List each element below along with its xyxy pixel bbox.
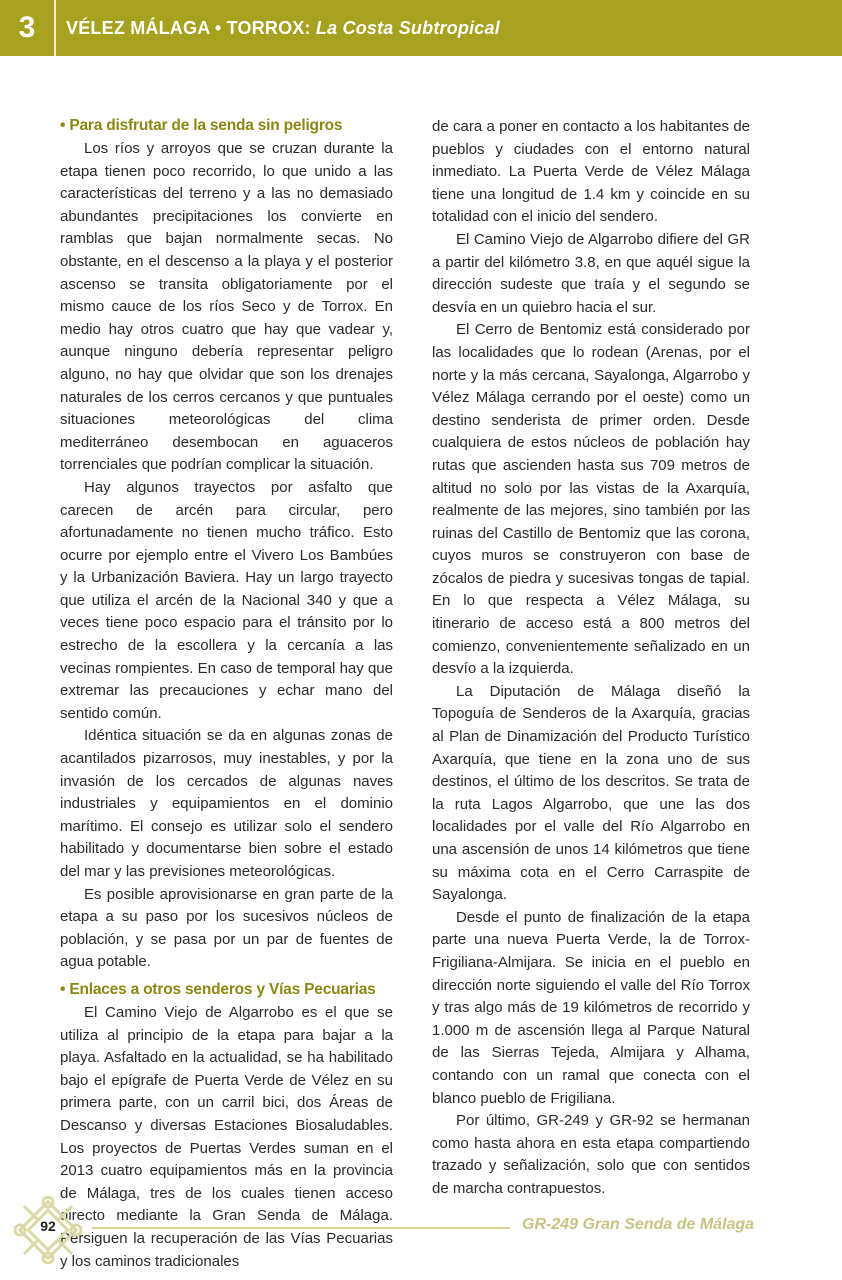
chapter-number: 3: [0, 0, 56, 56]
paragraph: Es posible aprovisionarse en gran parte de la etapa a su paso por los sucesivos núcleos de población, y se pasa por un par de fuentes de agua potable.: [60, 885, 393, 971]
header-subtitle: La Costa Subtropical: [315, 17, 500, 38]
paragraph: Idéntica situación se da en algunas zonas de acantilados pizarrosos, muy inestables, y por la invasión de los cercados de algunas naves industriales y equipamientos en el dominio marítimo. El consejo es utilizar solo el sendero habilitado y documentarse bien sobre el estado del mar y las previsiones meteorológicas.: [60, 727, 393, 880]
section-heading-links: • Enlaces a otros senderos y Vías Pecuarias: [60, 980, 376, 998]
section-heading-safety: • Para disfrutar de la senda sin peligros: [60, 117, 343, 134]
header-title-main: VÉLEZ MÁLAGA • TORROX:: [66, 17, 311, 38]
left-column: [60, 114, 393, 1273]
page-number: 92: [40, 1218, 56, 1234]
paragraph: Hay algunos trayectos por asfalto que carecen de arcén para circular, pero afortunadamente no tienen mucho tráfico. Esto ocurre por ejemplo entre el Vivero Los Bambúes y la Urbanización Baviera. Hay un largo trayecto que utiliza el arcén de la Nacional 340 y que a veces tiene poco espacio para el tránsito por lo estrecho de la escollera y la cercanía a las vecinas rompientes. En caso de temporal hay que extremar las precauciones y echar mano del sentido común.: [60, 478, 393, 722]
paragraph: El Camino Viejo de Algarrobo es el que se utiliza al principio de la etapa para bajar a la playa. Asfaltado en la actualidad, se ha habilitado bajo el epígrafe de Puerta Verde de Vélez en su primera parte, con un carril bici, dos Áreas de Descanso y diversas Estaciones Biosaludables. Los proyectos de Puertas Verdes suman en el 2013 cuatro equipamientos más en la provincia de Málaga, tres de los cuales tienen acceso directo mediante la Gran Senda de Málaga. Persiguen la recuperación de las Vías Pecuarias y los caminos tradicionales: [60, 1003, 393, 1270]
paragraph: Desde el punto de finalización de la etapa parte una nueva Puerta Verde, la de Torrox-Frigiliana-Almijara. Se inicia en el pueblo en dirección norte siguiendo el valle del Río Torrox y tras algo más de 19 kilómetros de recorrido y 1.000 m de ascensión llega al Parque Natural de las Sierras Tejeda, Almijara y Alhama, contando con un ramal que conecta con el blanco pueblo de Frigiliana.: [432, 908, 750, 1107]
paragraph: La Diputación de Málaga diseñó la Topoguía de Senderos de la Axarquía, gracias al Plan de Dinamización del Producto Turístico Axarquía, que tiene en la zona uno de sus destinos, el último de los descritos. Se trata de la ruta Lagos Algarrobo, que une las dos localidades por el valle del Río Algarrobo en una ascensión de unos 14 kilómetros que tiene su máxima cota en el Cerro Carraspite de Sayalonga.: [432, 682, 750, 904]
paragraph: Por último, GR-249 y GR-92 se hermanan como hasta ahora en esta etapa compartiendo trazado y señalización, solo que con sentidos de marcha contrapuestos.: [432, 1112, 750, 1197]
paragraph: Los ríos y arroyos que se cruzan durante la etapa tienen poco recorrido, lo que unido a las características del terreno y a las no demasiado abundantes precipitaciones los convierte en ramblas que bajan normalmente secas. No obstante, en el descenso a la playa y el posterior ascenso se transita obligatoriamente por el mismo cauce de los ríos Seco y de Torrox. En medio hay otros cuatro que hay que vadear y, aunque ninguno debería representar peligro alguno, no hay que olvidar que son los drenajes naturales de los cerros cercanos y que puntuales situaciones meteorológicas del clima mediterráneo desembocan en aguaceros torrenciales que podrían complicar la situación.: [60, 140, 393, 474]
page-footer: [0, 1190, 842, 1270]
paragraph: de cara a poner en contacto a los habitantes de pueblos y ciudades con el entorno natural inmediato. La Puerta Verde de Vélez Málaga tiene una longitud de 1.4 km y coincide en su totalidad con el inicio del sendero.: [432, 118, 750, 226]
footer-book-title: GR-249 Gran Senda de Málaga: [522, 1216, 755, 1233]
paragraph: El Cerro de Bentomiz está considerado por las localidades que lo rodean (Arenas, por el norte y la más cercana, Sayalonga, Algarrobo y Vélez Málaga cerrando por el oeste) como un destino senderista de primer orden. Desde cualquiera de estos núcleos de población hay rutas que ascienden hasta sus 709 metros de altitud no solo por las vistas de la Axarquía, realmente de las mejores, sino también por las ruinas del Castillo de Bentomiz que las corona, cuyos muros se construyeron con base de zócalos de piedra y sucesivas tongas de tapial. En lo que respecta a Vélez Málaga, su itinerario de acceso está a 800 metros del comienzo, convenientemente señalizado en un desvío a la izquierda.: [432, 321, 750, 678]
right-column: [432, 116, 750, 1201]
page-header: [0, 0, 842, 56]
footer-divider: [92, 1227, 510, 1229]
running-header-title: [66, 18, 500, 39]
paragraph: El Camino Viejo de Algarrobo difiere del GR a partir del kilómetro 3.8, en que aquél sigue la dirección sudeste que traía y el segundo se desvía en un quiebro hacia el sur.: [432, 230, 750, 316]
